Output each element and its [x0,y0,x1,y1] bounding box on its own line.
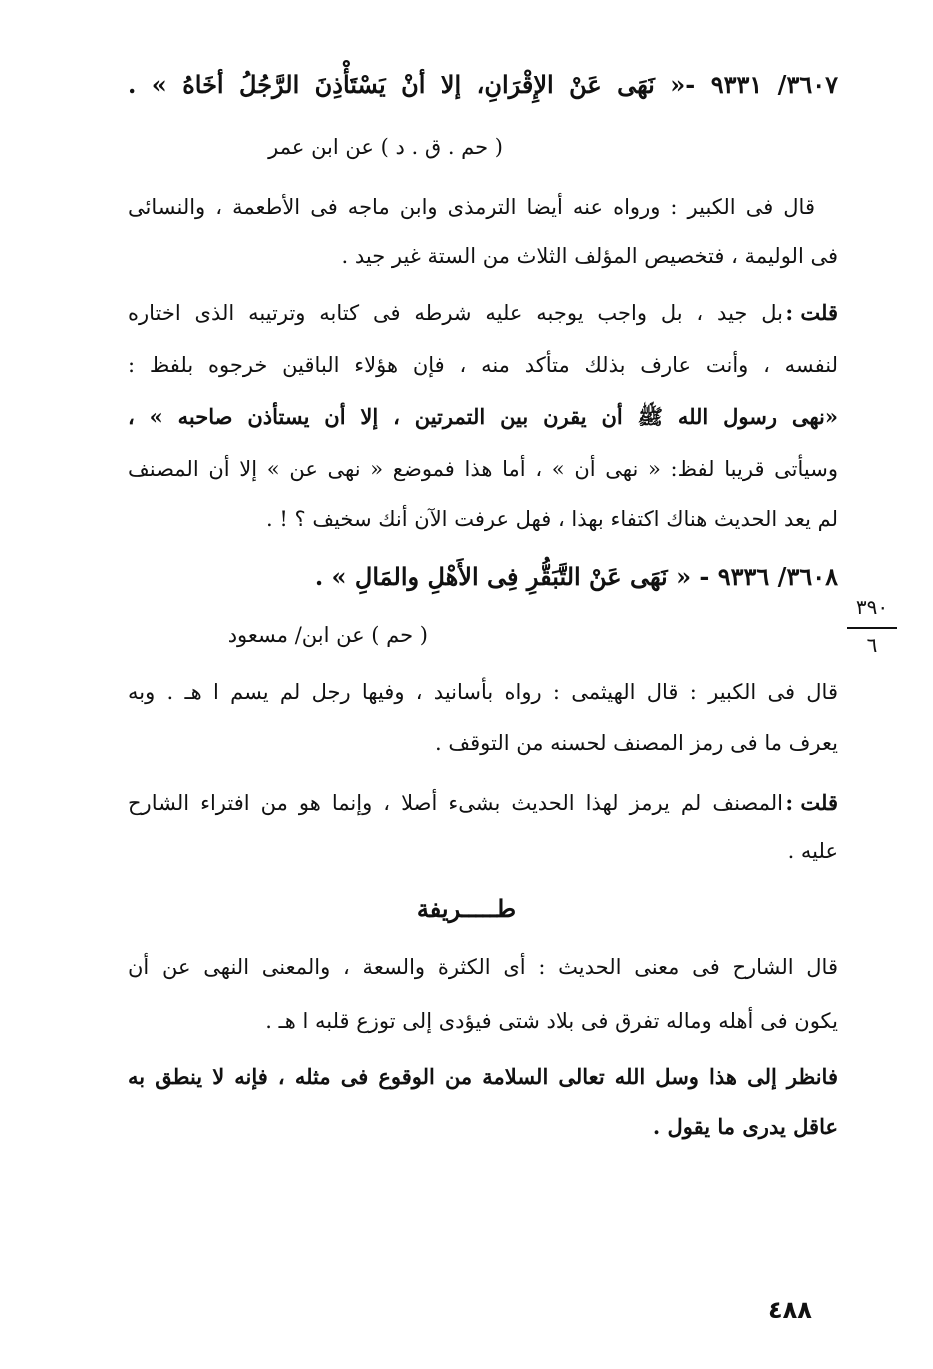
tarifa-line: يكون فى أهله وماله تفرق فى بلاد شتى فيؤدى إلى توزع قلبه ا هـ . [265,1009,838,1033]
margin-part-number: ٦ [866,633,878,657]
qultu-line: «نهى رسول الله ﷺ أن يقرن بين التمرتين ، إلا أن يستأذن صاحبه » ، [128,404,838,429]
kabir-line: قال فى الكبير : قال الهيثمى : رواه بأسانيد ، وفيها رجل لم يسم ا هـ . وبه [128,680,838,704]
qultu-line: لم يعد الحديث هناك اكتفاء بهذا ، فهل عرفت الآن أنك سخيف ؟ ! . [266,507,838,531]
qultu-line: لنفسه ، وأنت عارف بذلك متأكد منه ، فإن هؤلاء الباقين خرجوه بلفظ : [128,353,838,377]
page-number: ٤٨٨ [768,1296,812,1324]
hadith-heading: ٣٦٠٧/ ٩٣٣١ -« نَهَى عَنْ الإِقْرَانِ، إلا أنْ يَسْتَأْذِنَ الرَّجُلُ أخَاهُ » . [128,70,839,99]
margin-volume-number: ٣٩٠ [855,595,889,619]
qultu-line: المصنف لم يرمز لهذا الحديث بشىء أصلا ، وإنما هو من افتراء الشارح [128,791,783,815]
kabir-line: يعرف ما فى رمز المصنف لحسنه من التوقف . [435,731,838,755]
kabir-line: فى الوليمة ، فتخصيص المؤلف الثلاث من الستة غير جيد . [341,244,838,268]
hadith-heading: ٣٦٠٨/ ٩٣٣٦ - « نَهَى عَنْ التَّبَقُّرِ فِى الأَهْلِ والمَالِ » . [314,562,838,591]
qultu-line: عليه . [787,839,838,863]
qultu-label: قلت : [785,790,838,815]
tarifa-line: عاقل يدرى ما يقول . [652,1114,838,1139]
margin-divider [847,627,897,629]
tarifa-line: فانظر إلى هذا وسل الله تعالى السلامة من الوقوع فى مثله ، فإنه لا ينطق به [128,1064,838,1089]
tarifa-line: قال الشارح فى معنى الحديث : أى الكثرة والسعة ، والمعنى النهى عن أن [128,955,838,979]
section-title: طـــــريفة [416,894,517,923]
qultu-line: وسيأتى قريبا لفظ: « نهى أن » ، أما هذا فموضع « نهى عن » إلا أن المصنف [128,457,838,481]
hadith-source: ( حم ) عن ابن/ مسعود [227,623,428,647]
hadith-source: ( حم . ق . د ) عن ابن عمر [268,135,503,159]
kabir-line: قال فى الكبير : ورواه عنه أيضا الترمذى وابن ماجه فى الأطعمة ، والنسائى [128,195,815,219]
qultu-line: بل جيد ، بل واجب يوجبه عليه شرطه فى كتابه وترتيبه الذى اختاره [128,301,783,325]
qultu-label: قلت : [785,300,838,325]
